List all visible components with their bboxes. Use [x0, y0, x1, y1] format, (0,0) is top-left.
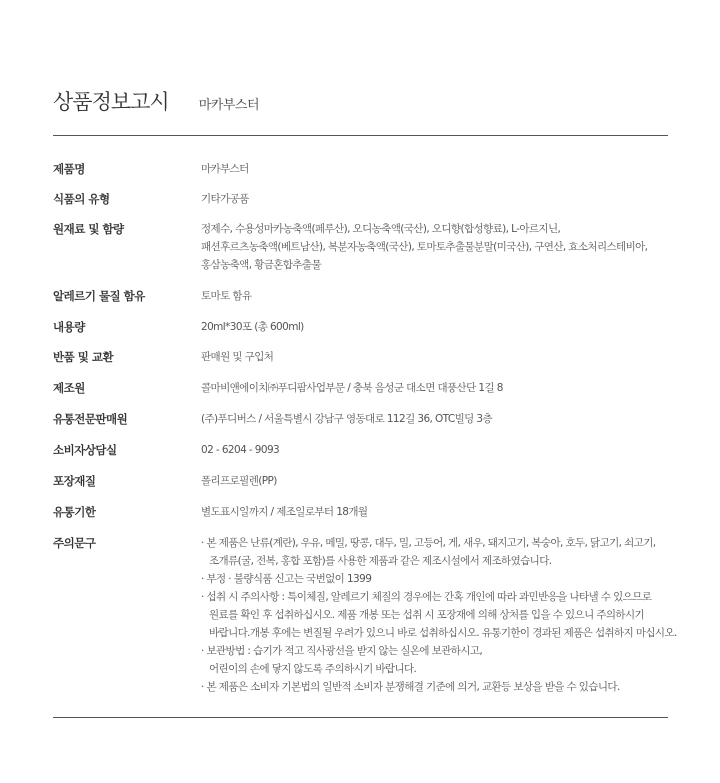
row-value: (주)푸디버스 / 서울특별시 강남구 영동대로 112길 36, OTC빌딩 3층	[201, 413, 493, 425]
page-header	[53, 86, 668, 116]
row-cautions	[53, 534, 693, 696]
row-label: 알레르기 물질 함유	[53, 289, 145, 303]
row-expiry	[53, 503, 693, 521]
row-value: 폴리프로필렌(PP)	[201, 475, 277, 487]
caution-line: 바랍니다.개봉 후에는 변질될 우려가 있으니 바로 섭취하십시오. 유통기한이 경과된 제품은 섭취하지 마십시오.	[209, 627, 677, 639]
row-label: 유통기한	[53, 505, 96, 519]
row-label: 제품명	[53, 162, 85, 176]
caution-line: · 본 제품은 소비자 기본법의 일반적 소비자 분쟁해결 기준에 의거, 교환등 보상을 받을 수 있습니다.	[201, 681, 620, 693]
row-value: 판매원 및 구입처	[201, 351, 274, 363]
row-value	[201, 534, 693, 696]
row-label: 원재료 및 함량	[53, 222, 124, 236]
row-distributor	[53, 410, 693, 428]
row-value: 토마토 함유	[201, 290, 252, 302]
row-packaging	[53, 472, 693, 490]
row-manufacturer	[53, 379, 693, 397]
row-value: 20ml*30포 (총 600ml)	[201, 321, 304, 333]
row-label: 제조원	[53, 381, 85, 395]
page-title: 상품정보고시	[53, 90, 169, 114]
row-value: 콜마비앤에이치㈜푸디팜사업부문 / 충북 음성군 대소면 대풍산단 1길 8	[201, 382, 503, 394]
caution-line: · 본 제품은 난류(계란), 우유, 메밀, 땅콩, 대두, 밀, 고등어, 게, 새우, 돼지고기, 복숭아, 호두, 닭고기, 쇠고기,	[201, 537, 656, 549]
header-product-name: 마카부스터	[198, 98, 260, 113]
row-value: 마카부스터	[201, 163, 249, 175]
row-value: 02 - 6204 - 9093	[201, 444, 280, 456]
row-contents	[53, 318, 693, 336]
row-value: 별도표시일까지 / 제조일로부터 18개월	[201, 506, 368, 518]
row-label: 내용량	[53, 320, 85, 334]
row-return	[53, 348, 693, 366]
row-value: 기타가공품	[201, 193, 249, 205]
caution-line: · 섭취 시 주의사항 : 특이체질, 알레르기 체질의 경우에는 간혹 개인에 따라 과민반응을 나타낼 수 있으므로	[201, 591, 652, 603]
caution-line: · 보관방법 : 습기가 적고 직사광선을 받지 않는 실온에 보관하시고,	[201, 645, 483, 657]
row-label: 소비자상담실	[53, 443, 117, 457]
row-label: 주의문구	[53, 536, 96, 550]
ingredient-line: 홍삼농축액, 황금혼합추출물	[201, 259, 321, 271]
top-divider	[53, 135, 668, 136]
row-allergen	[53, 287, 693, 305]
row-ingredients	[53, 220, 693, 274]
row-product-name	[53, 160, 693, 178]
ingredient-line: 정제수, 수용성마카농축액(페루산), 오디농축액(국산), 오디향(합성향료), L-아르지닌,	[201, 223, 561, 235]
caution-line: 조개류(굴, 전복, 홍합 포함)를 사용한 제품과 같은 제조시설에서 제조하였습니다.	[209, 555, 552, 567]
caution-line: · 부정 · 불량식품 신고는 국번없이 1399	[201, 573, 372, 585]
row-label: 식품의 유형	[53, 192, 110, 206]
caution-line: 원료를 확인 후 섭취하십시오. 제품 개봉 또는 섭취 시 포장재에 의해 상처를 입을 수 있으니 주의하시기	[209, 609, 645, 621]
row-consumer-center	[53, 441, 693, 459]
row-food-type	[53, 190, 693, 208]
row-label: 포장재질	[53, 474, 96, 488]
row-label: 유통전문판매원	[53, 412, 128, 426]
bottom-divider	[53, 717, 668, 718]
row-label: 반품 및 교환	[53, 350, 114, 364]
row-value	[201, 220, 693, 274]
caution-line: 어린이의 손에 닿지 않도록 주의하시기 바랍니다.	[209, 663, 417, 675]
ingredient-line: 패션후르츠농축액(베트남산), 복분자농축액(국산), 토마토추출물분말(미국산), 구연산, 효소처리스테비아,	[201, 241, 648, 253]
